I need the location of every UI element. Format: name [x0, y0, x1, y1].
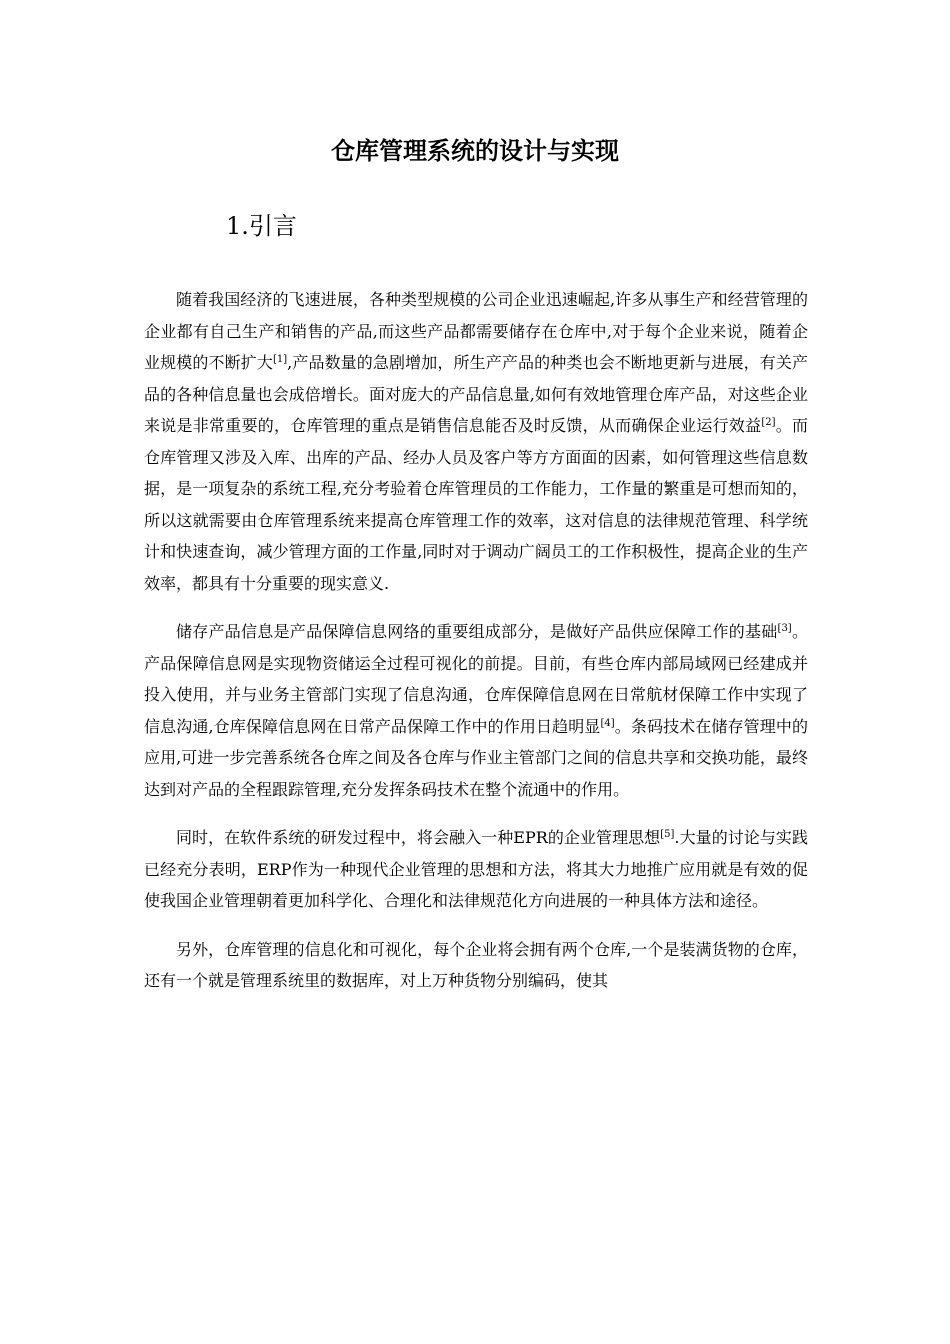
citation-ref: [1] [272, 354, 288, 365]
paragraph-text: 。而仓库管理又涉及入库、出库的产品、经办人员及客户等方方面面的因素，如何管理这些信息数据，是一项复杂的系统工程,充分考验着仓库管理员的工作能力，工作量的繁重是可想而知的，所以这就需要由仓库管理系统来提高仓库管理工作的效率，这对信息的法律规范管理、科学统计和快速查询，减少管理方面的工作量,同时对于调动广阔员工的工作积极性，提高企业的生产效率，都具有十分重要的现实意义. [144, 416, 808, 593]
paragraph-text: ,产品数量的急剧增加，所生产产品的种类也会不断地更新与进展，有关产品的各种信息量也会成倍增长。面对庞大的产品信息量,如何有效地管理仓库产品，对这些企业来说是非常重要的，仓库管理的重点是销售信息能否及时反馈，从而确保企业运行效益 [144, 353, 808, 435]
paragraph-2 [144, 616, 808, 805]
paragraph-1 [144, 284, 808, 599]
document-body [144, 284, 808, 1014]
citation-ref: [5] [660, 829, 675, 840]
section-heading: 1.引言 [226, 212, 297, 240]
citation-ref: [3] [777, 623, 792, 634]
paragraph-text: .大量的讨论与实践已经充分表明，ERP作为一种现代企业管理的思想和方法，将其大力地推广应用就是有效的促使我国企业管理朝着更加科学化、合理化和法律规范化方向进展的一种具体方法和途径。 [144, 828, 808, 910]
document-title: 仓库管理系统的设计与实现 [331, 137, 619, 165]
paragraph-text: 另外，仓库管理的信息化和可视化，每个企业将会拥有两个仓库,一个是装满货物的仓库，还有一个就是管理系统里的数据库，对上万种货物分别编码，使其 [144, 939, 808, 990]
citation-ref: [2] [761, 417, 776, 428]
paragraph-text: 。条码技术在储存管理中的应用,可进一步完善系统各仓库之间及各仓库与作业主管部门之间的信息共享和交换功能，最终达到对产品的全程跟踪管理,充分发挥条码技术在整个流通中的作用。 [144, 716, 808, 799]
paragraph-3 [144, 822, 808, 917]
paragraph-4 [144, 934, 808, 997]
paragraph-text: 同时，在软件系统的研发过程中，将会融入一种EPR的企业管理思想 [176, 828, 661, 847]
paragraph-text: 随着我国经济的飞速进展，各种类型规模的公司企业迅速崛起,许多从事生产和经营管理的企业都有自己生产和销售的产品,而这些产品都需要储存在仓库中,对于每个企业来说，随着企业规模的不断扩大 [144, 290, 808, 372]
citation-ref: [4] [600, 717, 615, 729]
paragraph-text: 储存产品信息是产品保障信息网络的重要组成部分，是做好产品供应保障工作的基础 [176, 622, 778, 641]
paragraph-text: 。产品保障信息网是实现物资储运全过程可视化的前提。目前，有些仓库内部局域网已经建成并投入使用，并与业务主管部门实现了信息沟通，仓库保障信息网在日常航材保障工作中实现了信息沟通,仓库保障信息网在日常产品保障工作中的作用日趋明显 [144, 622, 808, 736]
